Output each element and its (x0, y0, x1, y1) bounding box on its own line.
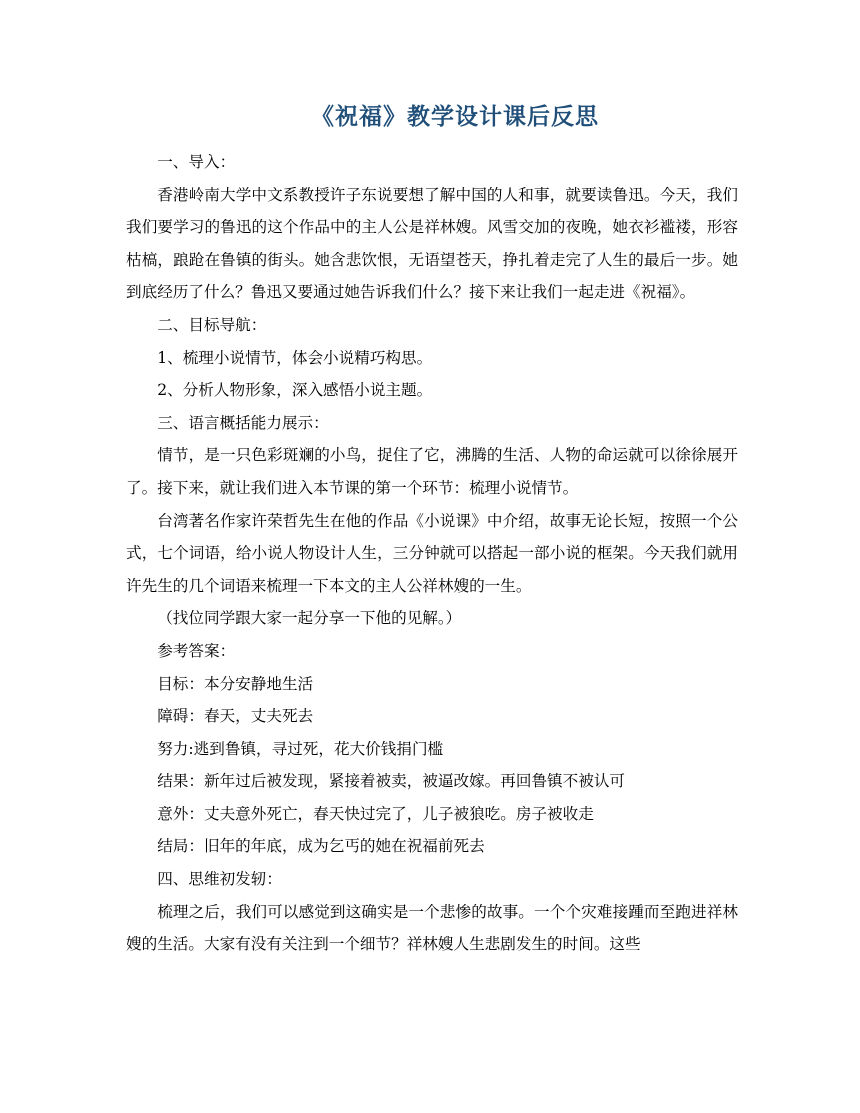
paragraph-novel-lesson: 台湾著名作家许荣哲先生在他的作品《小说课》中介绍，故事无论长短，按照一个公式，七个词语，给小说人物设计人生，三分钟就可以搭起一部小说的框架。今天我们就用许先生的几个词语来梳理一下本文的主人公祥林嫂的一生。 (126, 511, 738, 595)
answer-effort: 努力:逃到鲁镇，寻过死，花大价钱捐门槛 (157, 739, 444, 758)
answer-goal: 目标：本分安静地生活 (157, 674, 314, 693)
section-heading-language: 三、语言概括能力展示： (157, 413, 329, 432)
answer-accident: 意外：丈夫意外死亡，春天快过完了，儿子被狼吃。房子被收走 (157, 804, 594, 823)
document-body (126, 146, 738, 961)
answer-result: 结果：新年过后被发现，紧接着被卖，被逼改嫁。再回鲁镇不被认可 (157, 772, 626, 791)
goal-item-2: 2、分析人物形象，深入感悟小说主题。 (157, 381, 433, 400)
answer-ending: 结局：旧年的年底，成为乞丐的她在祝福前死去 (157, 837, 485, 856)
paragraph-plot: 情节，是一只色彩斑斓的小鸟，捉住了它，沸腾的生活、人物的命运就可以徐徐展开了。接下来，就让我们进入本节课的第一个环节：梳理小说情节。 (126, 446, 738, 497)
section-heading-goals: 二、目标导航： (157, 315, 267, 334)
goal-item-1: 1、梳理小说情节，体会小说精巧构思。 (157, 348, 433, 367)
section-heading-intro: 一、导入： (157, 153, 236, 171)
reference-answer-heading: 参考答案： (157, 641, 236, 660)
answer-obstacle: 障碍：春天，丈夫死去 (157, 707, 314, 726)
section-heading-thinking: 四、思维初发轫： (157, 870, 282, 889)
paragraph-intro: 香港岭南大学中文系教授许子东说要想了解中国的人和事，就要读鲁迅。今天，我们我们要学习的鲁迅的这个作品中的主人公是祥林嫂。风雪交加的夜晚，她衣衫褴褛，形容枯槁，踉跄在鲁镇的街头。她含悲饮恨，无语望苍天，挣扎着走完了人生的最后一步。她到底经历了什么？鲁迅又要通过她告诉我们什么？接下来让我们一起走进《祝福》。 (126, 185, 738, 302)
page-title: 《祝福》教学设计课后反思 (311, 103, 599, 130)
paragraph-discussion-note: （找位同学跟大家一起分享一下他的见解。） (157, 609, 462, 628)
paragraph-thinking: 梳理之后，我们可以感觉到这确实是一个悲惨的故事。一个个灾难接踵而至跑进祥林嫂的生活。大家有没有关注到一个细节？祥林嫂人生悲剧发生的时间。这些 (126, 902, 738, 954)
